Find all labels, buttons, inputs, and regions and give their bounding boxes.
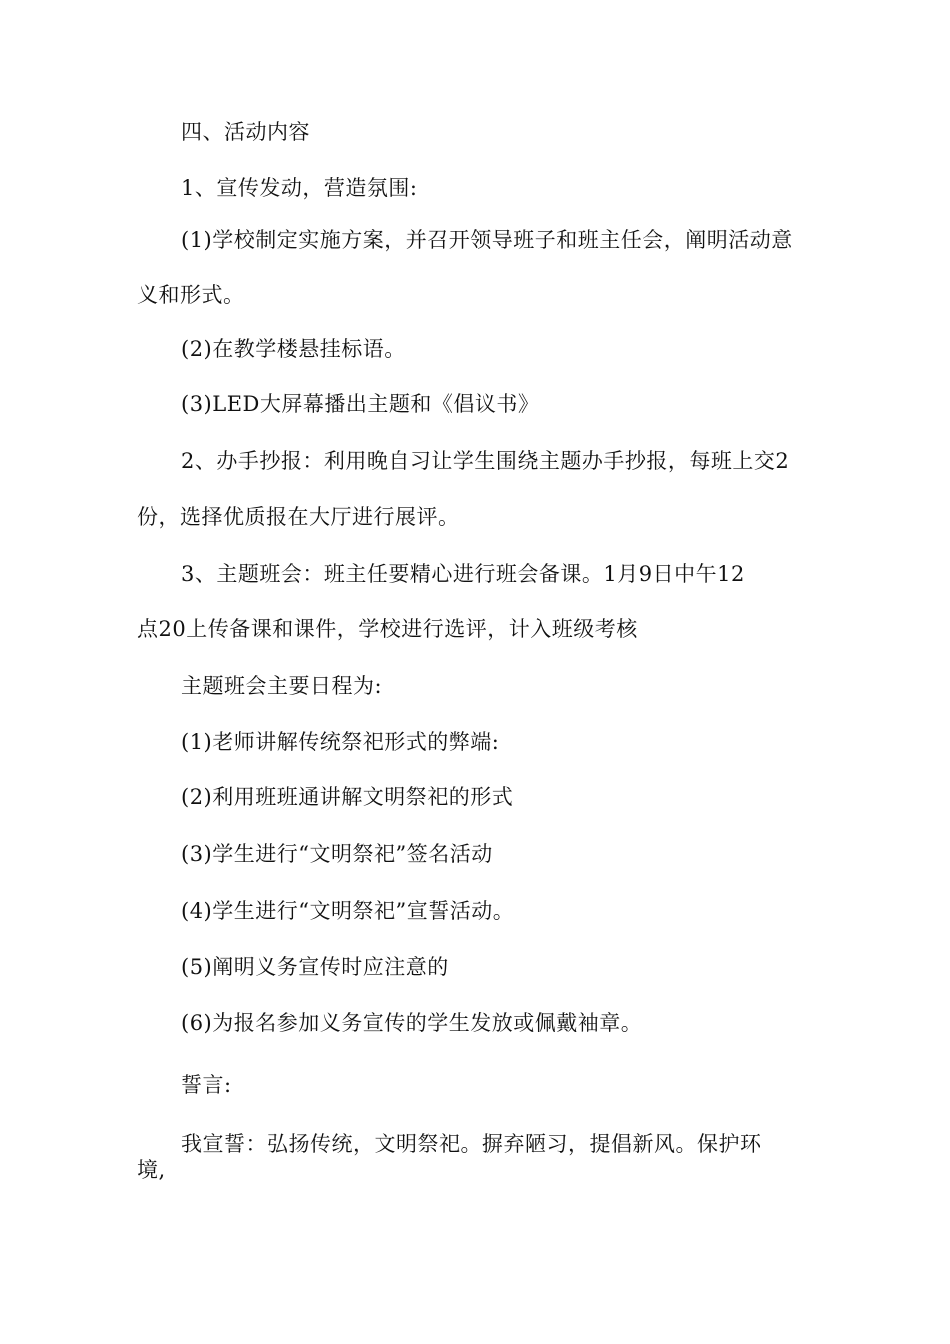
schedule-item: (5)阐明义务宣传时应注意的 <box>181 955 449 979</box>
item1-sub3: (3)LED大屏幕播出主题和《倡议书》 <box>181 392 540 416</box>
schedule-item: (6)为报名参加义务宣传的学生发放或佩戴袖章。 <box>181 1011 643 1035</box>
section-heading: 四、活动内容 <box>181 120 310 144</box>
item1-sub2: (2)在教学楼悬挂标语。 <box>181 337 406 361</box>
oath-line1: 我宣誓：弘扬传统，文明祭祀。摒弃陋习，提倡新风。保护环 <box>181 1132 762 1156</box>
schedule-item: (4)学生进行“文明祭祀”宣誓活动。 <box>181 899 515 923</box>
schedule-item: (3)学生进行“文明祭祀”签名活动 <box>181 842 493 866</box>
schedule-title: 主题班会主要日程为: <box>181 674 383 698</box>
item3-line2: 点20上传备课和课件，学校进行选评，计入班级考核 <box>137 617 638 641</box>
item1-sub1-line1: (1)学校制定实施方案，并召开领导班子和班主任会，阐明活动意 <box>181 228 793 252</box>
item3-line1: 3、主题班会：班主任要精心进行班会备课。1月9日中午12 <box>181 562 745 586</box>
oath-title: 誓言: <box>181 1073 232 1097</box>
item1-sub1-line2: 义和形式。 <box>137 283 245 307</box>
item2-line1: 2、办手抄报：利用晚自习让学生围绕主题办手抄报，每班上交2 <box>181 449 790 473</box>
schedule-item: (1)老师讲解传统祭祀形式的弊端: <box>181 730 500 754</box>
item2-line2: 份，选择优质报在大厅进行展评。 <box>137 505 460 529</box>
item1-title: 1、宣传发动，营造氛围: <box>181 176 418 200</box>
oath-line2: 境, <box>137 1158 166 1182</box>
schedule-item: (2)利用班班通讲解文明祭祀的形式 <box>181 785 514 809</box>
